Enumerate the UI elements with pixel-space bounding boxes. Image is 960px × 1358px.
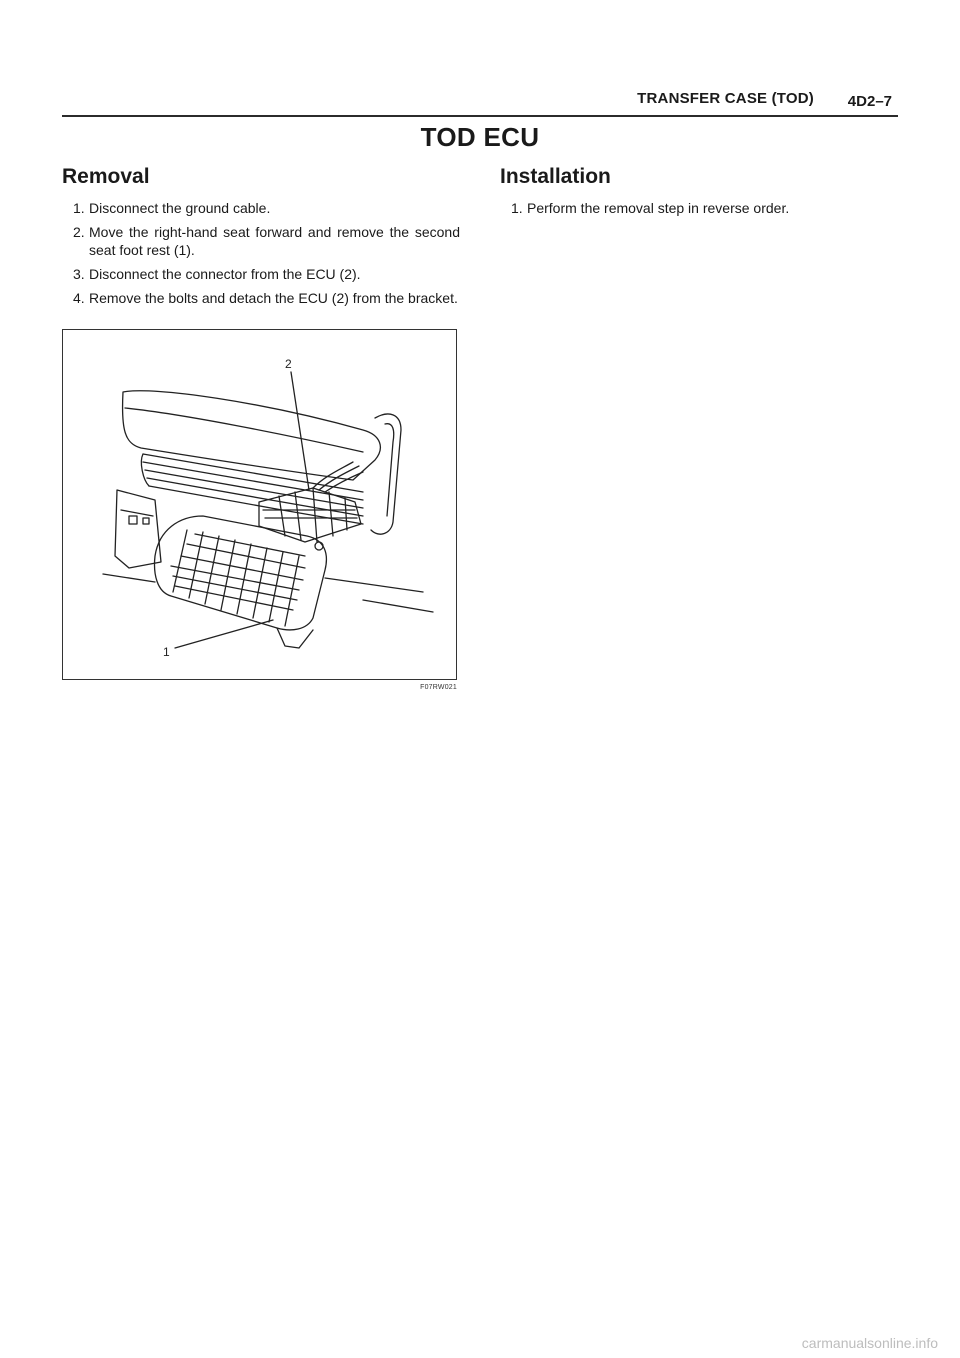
step-number: 2. — [73, 224, 85, 240]
watermark-text: carmanualsonline.info — [801, 1335, 938, 1351]
ecu-illustration — [63, 330, 458, 681]
page-title: TOD ECU — [420, 122, 540, 152]
installation-step — [500, 199, 900, 217]
step-text: Move the right-hand seat forward and remove the second seat foot rest (1). — [89, 224, 460, 258]
installation-heading: Installation — [500, 165, 611, 188]
installation-section — [500, 165, 900, 223]
page-number: 4D2–7 — [847, 93, 892, 110]
installation-steps — [500, 199, 900, 217]
figure-code: F07RW021 — [420, 684, 457, 691]
seat-rail — [143, 454, 363, 492]
removal-heading: Removal — [62, 165, 150, 188]
callout-2: 2 — [285, 357, 292, 371]
header-rule — [62, 115, 898, 117]
removal-step — [62, 289, 460, 307]
page-header — [62, 86, 898, 116]
removal-steps — [62, 199, 460, 307]
removal-section — [62, 165, 460, 313]
callout-1: 1 — [163, 645, 170, 659]
ecu-location-figure — [62, 329, 457, 680]
step-number: 1. — [511, 200, 523, 216]
watermark — [0, 1335, 960, 1351]
left-bracket — [115, 490, 161, 568]
step-number: 3. — [73, 266, 85, 282]
leader-line-1 — [175, 620, 273, 648]
step-text: Disconnect the ground cable. — [89, 200, 271, 216]
step-text: Perform the removal step in reverse order. — [527, 200, 790, 216]
removal-step — [62, 199, 460, 217]
seat-cushion — [123, 391, 381, 480]
section-title: TRANSFER CASE (TOD) — [637, 90, 814, 107]
seat-frame — [371, 414, 401, 534]
step-number: 1. — [73, 200, 85, 216]
removal-step — [62, 223, 460, 259]
step-text: Disconnect the connector from the ECU (2). — [89, 266, 361, 282]
step-text: Remove the bolts and detach the ECU (2) from the bracket. — [89, 290, 458, 306]
removal-step — [62, 265, 460, 283]
step-number: 4. — [73, 290, 85, 306]
floor-line — [103, 574, 433, 612]
